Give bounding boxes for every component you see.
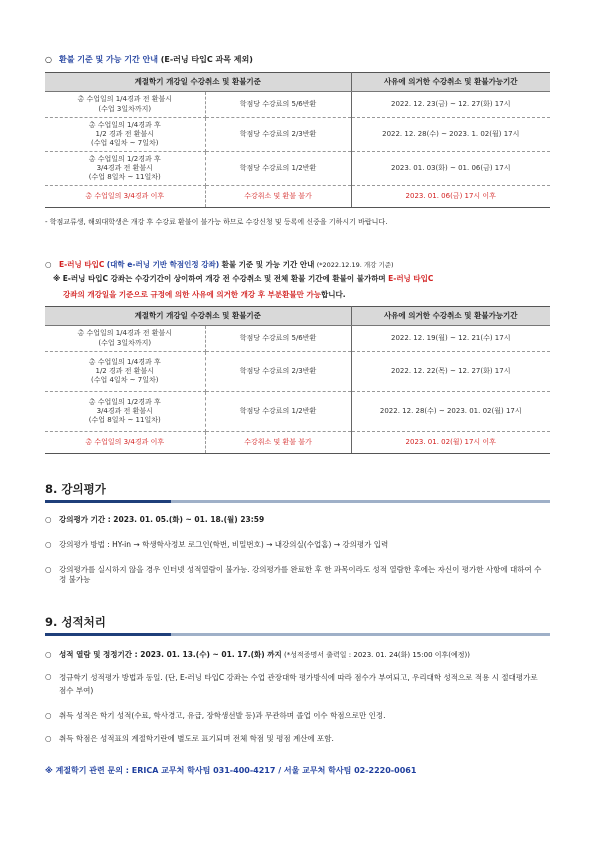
elearning-note-red: 강좌의 개강일을 기준으로 규정에 의한 사유에 의거한 개강 후 부분환불만 가능 <box>63 290 321 299</box>
refund-heading <box>45 55 550 65</box>
grade-method: 정규학기 성적평가 방법과 동일. (단, E-러닝 타입C 강좌는 수업 관장대학 평가방식에 따라 점수가 부여되고, 우리대학 성적으로 적용 시 절대평가로 점수 부여) <box>59 673 538 695</box>
list-item <box>45 734 550 744</box>
cell-refund: 학점당 수강료의 1/2반환 <box>205 392 351 432</box>
elearning-note-red: E-러닝 타입C <box>388 274 434 283</box>
list-item <box>45 565 550 585</box>
section-divider <box>45 633 550 636</box>
col-header-criteria: 계절학기 개강일 수강취소 및 환불기준 <box>45 73 351 92</box>
evaluation-period: 강의평가 기간 : 2023. 01. 05.(화) ~ 01. 18.(월) 23:59 <box>59 515 265 524</box>
elearning-note-line2 <box>63 290 553 300</box>
refund-heading-title: 환불 기준 및 가능 기간 안내 <box>59 55 158 64</box>
cell-period: 2023. 01. 03(화) ~ 01. 06(금) 17시 <box>351 152 550 186</box>
cell-refund: 수강취소 및 환불 불가 <box>205 432 351 454</box>
grade-review-period: 성적 열람 및 정정기간 : 2023. 01. 13.(수) ~ 01. 17.(화) 까지 <box>59 650 282 659</box>
table-row <box>45 186 550 208</box>
cell-refund: 학점당 수강료의 2/3반환 <box>205 118 351 152</box>
cell-criteria: 총 수업일의 1/4경과 후 1/2 경과 전 환불시 (수업 4일차 ~ 7일차) <box>45 352 205 392</box>
elearning-note-text: E-러닝 타입C 강좌는 수강기간이 상이하여 개강 전 수강취소 및 전체 환불 기간에 환불이 불가하며 <box>62 274 386 283</box>
evaluation-note: 강의평가를 실시하지 않을 경우 인터넷 성적열람이 불가능. 강의평가를 완료한 후 한 과목이라도 성적 열람한 후에는 자신이 평가한 사항에 대하여 수정 불가능 <box>59 565 542 584</box>
bullet: ○ <box>45 734 52 743</box>
bullet: ○ <box>45 672 52 681</box>
cell-period: 2023. 01. 02(월) 17시 이후 <box>351 432 550 454</box>
cell-period: 2022. 12. 23(금) ~ 12. 27(화) 17시 <box>351 92 550 118</box>
contact-info: ※ 계절학기 관련 문의 : ERICA 교무처 학사팀 031-400-4217 / 서울 교무처 학사팀 02-2220-0061 <box>45 766 417 775</box>
table-row <box>45 352 550 392</box>
elearning-heading-desc: (대학 e-러닝 기반 학점인정 강좌) <box>106 260 220 269</box>
bullet: ○ <box>45 565 52 574</box>
refund-note: - 학점교류생, 해외대학생은 개강 후 수강료 환불이 불가능 하므로 수강신청 및 등록에 신중을 기하시기 바랍니다. <box>45 218 388 226</box>
refund-table-2 <box>45 306 550 454</box>
bullet: ○ <box>45 711 52 720</box>
col-header-period: 사유에 의거한 수강취소 및 환불가능기간 <box>351 73 550 92</box>
note-mark: ※ <box>53 274 61 283</box>
list-item <box>45 672 550 698</box>
cell-period: 2022. 12. 28(수) ~ 2023. 01. 02(월) 17시 <box>351 392 550 432</box>
table-row <box>45 152 550 186</box>
elearning-note-line1 <box>53 274 553 284</box>
cell-period: 2023. 01. 06(금) 17시 이후 <box>351 186 550 208</box>
col-header-period: 사유에 의거한 수강취소 및 환불가능기간 <box>351 307 550 326</box>
cell-criteria: 총 수업일의 1/4경과 전 환불시 (수업 3일차까지) <box>45 92 205 118</box>
table-row <box>45 392 550 432</box>
cell-refund: 학점당 수강료의 5/6반환 <box>205 326 351 352</box>
cell-criteria: 총 수업일의 3/4경과 이후 <box>45 186 205 208</box>
bullet: ○ <box>45 260 52 269</box>
table-row <box>45 326 550 352</box>
cell-criteria: 총 수업일의 1/4경과 전 환불시 (수업 3일차까지) <box>45 326 205 352</box>
elearning-heading <box>45 260 550 270</box>
list-item <box>45 515 550 525</box>
certificate-date: (*성적증명서 출력일 : 2023. 01. 24(화) 15:00 이후(예정)) <box>281 651 470 659</box>
cell-criteria: 총 수업일의 1/2경과 후 3/4경과 전 환불시 (수업 8일차 ~ 11일차) <box>45 152 205 186</box>
refund-table-1 <box>45 72 550 208</box>
cell-period: 2022. 12. 22(목) ~ 12. 27(화) 17시 <box>351 352 550 392</box>
cell-criteria: 총 수업일의 1/2경과 후 3/4경과 전 환불시 (수업 8일차 ~ 11일차) <box>45 392 205 432</box>
section-title-evaluation: 8. 강의평가 <box>45 482 106 496</box>
cell-criteria: 총 수업일의 3/4경과 이후 <box>45 432 205 454</box>
cell-criteria: 총 수업일의 1/4경과 후 1/2 경과 전 환불시 (수업 4일차 ~ 7일차) <box>45 118 205 152</box>
cell-period: 2022. 12. 28(수) ~ 2023. 1. 02(월) 17시 <box>351 118 550 152</box>
table-row <box>45 92 550 118</box>
list-item <box>45 650 550 660</box>
cell-refund: 학점당 수강료의 1/2반환 <box>205 152 351 186</box>
table-row <box>45 432 550 454</box>
cell-period: 2022. 12. 19(월) ~ 12. 21(수) 17시 <box>351 326 550 352</box>
col-header-criteria: 계절학기 개강일 수강취소 및 환불기준 <box>45 307 351 326</box>
bullet: ○ <box>45 55 52 64</box>
evaluation-method: 강의평가 방법 : HY-in → 학생학사정보 로그인(학번, 비밀번호) → 내강의실(수업홈) → 강의평가 입력 <box>59 540 389 549</box>
bullet: ○ <box>45 650 52 659</box>
list-item <box>45 540 550 550</box>
elearning-heading-title: 환불 기준 및 가능 기간 안내 <box>221 260 315 269</box>
elearning-note-end: 합니다. <box>320 290 346 299</box>
elearning-heading-date: (*2022.12.19. 개강 기준) <box>316 261 394 269</box>
refund-heading-sub: (E-러닝 타입C 과목 제외) <box>160 55 253 64</box>
cell-refund: 학점당 수강료의 2/3반환 <box>205 352 351 392</box>
cell-refund: 학점당 수강료의 5/6반환 <box>205 92 351 118</box>
section-divider <box>45 500 550 503</box>
bullet: ○ <box>45 515 52 524</box>
section-title-grades: 9. 성적처리 <box>45 615 106 629</box>
bullet: ○ <box>45 540 52 549</box>
list-item <box>45 711 550 721</box>
elearning-heading-type: E-러닝 타입C <box>59 260 105 269</box>
table-row <box>45 118 550 152</box>
grade-record-note: 취득 학점은 성적표의 계절학기란에 별도로 표기되며 전체 학점 및 평점 계산에 포함. <box>59 734 334 743</box>
cell-refund: 수강취소 및 환불 불가 <box>205 186 351 208</box>
grade-credit-note: 취득 성적은 학기 성적(수료, 학사경고, 유급, 장학생선발 등)과 무관하며 졸업 이수 학점으로만 인정. <box>59 711 386 720</box>
